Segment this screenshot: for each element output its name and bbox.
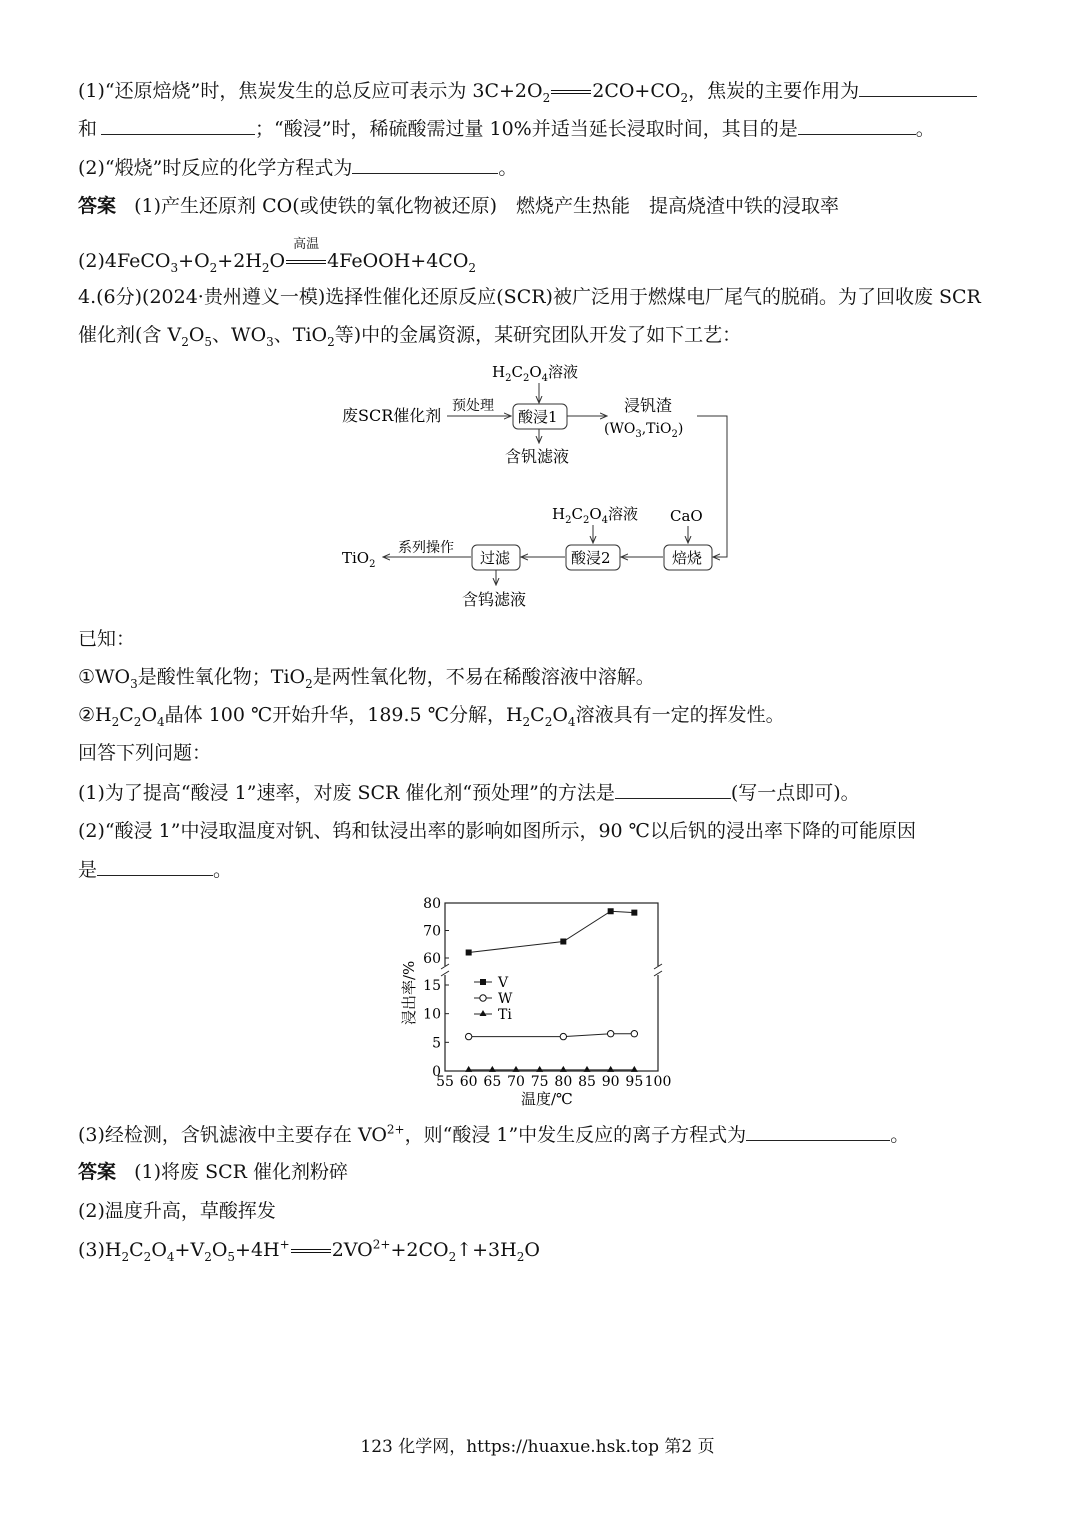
data-point-Ti bbox=[607, 1066, 614, 1072]
h2c2o4-solution-label-1: $H_2C_2O_4$溶液 bbox=[492, 363, 579, 384]
x-tick-label: 70 bbox=[507, 1074, 525, 1090]
roast-label: 焙烧 bbox=[672, 549, 703, 567]
residue-label: 浸钒渣 bbox=[624, 396, 673, 415]
answer-following: 回答下列问题： bbox=[78, 742, 212, 764]
question-2-line1: (2)“酸浸 1”中浸取温度对钒、钨和钛浸出率的影响如图所示，90 ℃以后钒的浸出率下降的可能原因 bbox=[78, 820, 916, 842]
x-tick-label: 75 bbox=[530, 1074, 549, 1090]
answer-blank[interactable] bbox=[859, 78, 977, 97]
residue-composition: $(WO_3,TiO_2)$ bbox=[604, 421, 684, 440]
answer-blank[interactable] bbox=[352, 155, 498, 174]
leaching-rate-chart bbox=[390, 890, 690, 1115]
legend-label-W: W bbox=[498, 991, 513, 1007]
h2c2o4-solution-label-2: $H_2C_2O_4$溶液 bbox=[552, 505, 639, 526]
data-point-V bbox=[608, 908, 614, 914]
v-filtrate-label: 含钒滤液 bbox=[505, 447, 570, 466]
x-tick-label: 100 bbox=[644, 1074, 672, 1090]
data-point-W bbox=[560, 1033, 566, 1039]
data-point-Ti bbox=[489, 1066, 496, 1072]
q3-part2: (2)“煅烧”时反应的化学方程式为 。 bbox=[78, 157, 518, 179]
y-tick-label: 5 bbox=[432, 1035, 441, 1052]
x-tick-label: 55 bbox=[436, 1074, 454, 1090]
data-point-Ti bbox=[560, 1066, 567, 1072]
answer-blank[interactable] bbox=[615, 780, 731, 799]
chart-xlabel: 温度/℃ bbox=[521, 1090, 573, 1108]
y-tick-label: 15 bbox=[423, 978, 441, 994]
legend-marker-Ti bbox=[480, 1010, 487, 1016]
w-filtrate-label: 含钨滤液 bbox=[462, 590, 527, 609]
question-1: (1)为了提高“酸浸 1”速率，对废 SCR 催化剂“预处理”的方法是 (写一点即可)。 bbox=[78, 782, 860, 804]
data-point-V bbox=[631, 910, 637, 916]
data-point-V bbox=[466, 950, 472, 956]
q3-answer1: 答案 (1)产生还原剂 CO(或使铁的氧化物被还原) 燃烧产生热能 提高烧渣中铁的浸取率 bbox=[78, 195, 840, 217]
data-point-W bbox=[631, 1031, 637, 1037]
chart-ylabel: 浸出率/% bbox=[400, 960, 418, 1025]
pretreat-label: 预处理 bbox=[452, 398, 494, 414]
q3-part1-line1: (1)“还原焙烧”时，焦炭发生的总反应可表示为 $3C+2O_2$ $2CO+CO_2$，焦炭的主要作用为 bbox=[78, 78, 977, 103]
data-point-Ti bbox=[513, 1066, 520, 1072]
answer-blank[interactable] bbox=[101, 116, 255, 135]
answer-blank[interactable] bbox=[97, 857, 213, 876]
leach1-label: 酸浸1 bbox=[518, 408, 558, 426]
x-tick-label: 85 bbox=[578, 1074, 596, 1090]
data-point-Ti bbox=[584, 1066, 591, 1072]
process-flow-diagram bbox=[330, 355, 750, 615]
data-point-Ti bbox=[536, 1066, 543, 1072]
known-heading: 已知： bbox=[78, 628, 136, 650]
answer-blank[interactable] bbox=[798, 116, 916, 135]
x-tick-label: 60 bbox=[459, 1074, 478, 1090]
q3-answer2: $(2)4FeCO_3+O_2+2H_2O$ 高温 $4FeOOH+4CO_2$ bbox=[78, 237, 477, 275]
q3-part1-line2: 和 ；“酸浸”时，稀硫酸需过量 10%并适当延长浸取时间，其目的是 。 bbox=[78, 118, 935, 140]
y-tick-label: 0 bbox=[432, 1064, 441, 1080]
question-2-line2: 是 。 bbox=[78, 859, 233, 881]
data-point-W bbox=[607, 1031, 613, 1037]
tio2-product-label: TiO$_2$ bbox=[342, 549, 376, 570]
cao-label: CaO bbox=[670, 507, 703, 525]
q4-stem-line2: 催化剂(含 $V_2O_5$、$WO_3$、TiO$_2$等)中的金属资源，某研究团队开发了如下工艺： bbox=[78, 324, 742, 349]
legend-marker-W bbox=[480, 995, 486, 1001]
legend-label-Ti: Ti bbox=[498, 1007, 512, 1023]
q4-stem-line1: 4.(6分)(2024·贵州遵义一模)选择性催化还原反应(SCR)被广泛用于燃煤电厂尾气的脱硝。为了回收废 SCR bbox=[78, 286, 981, 308]
q4-answer3: $(3)H_2C_2O_4+V_2O_5+4H^+$ $2VO^{2+}+2CO_2↑+3H_2O$ bbox=[78, 1237, 540, 1264]
y-tick-label: 80 bbox=[423, 896, 441, 912]
feed-label: 废SCR催化剂 bbox=[342, 406, 442, 425]
legend-marker-V bbox=[480, 979, 486, 985]
x-tick-label: 90 bbox=[601, 1074, 620, 1090]
chart-frame bbox=[445, 903, 658, 1071]
q4-answer1: 答案 (1)将废 SCR 催化剂粉碎 bbox=[78, 1161, 348, 1183]
page-footer: 123 化学网，https://huaxue.hsk.top 第2 页 bbox=[360, 1437, 715, 1457]
question-3: (3)经检测，含钒滤液中主要存在 $VO^{2+}$，则“酸浸 1”中发生反应的离子方程式为 。 bbox=[78, 1122, 910, 1146]
y-tick-label: 60 bbox=[423, 951, 441, 967]
y-tick-label: 10 bbox=[423, 1006, 441, 1023]
legend-label-V: V bbox=[498, 975, 509, 991]
known-item-2: $②H_2C_2O_4$晶体 100 ℃开始升华，189.5 ℃分解，$H_2C_2O_4$溶液具有一定的挥发性。 bbox=[78, 704, 785, 729]
answer-blank[interactable] bbox=[746, 1122, 890, 1141]
q4-answer2: (2)温度升高，草酸挥发 bbox=[78, 1200, 276, 1222]
y-tick-label: 70 bbox=[423, 923, 441, 940]
data-point-V bbox=[560, 939, 566, 945]
known-item-1: $①WO_3$是酸性氧化物；TiO$_2$是两性氧化物，不易在稀酸溶液中溶解。 bbox=[78, 666, 655, 691]
x-tick-label: 95 bbox=[625, 1074, 644, 1090]
x-tick-label: 80 bbox=[554, 1074, 573, 1090]
data-point-Ti bbox=[465, 1066, 472, 1072]
series-ops-label: 系列操作 bbox=[398, 540, 454, 556]
data-point-W bbox=[465, 1033, 471, 1039]
leach2-label: 酸浸2 bbox=[571, 549, 611, 567]
data-point-Ti bbox=[631, 1066, 638, 1072]
filter-label: 过滤 bbox=[480, 549, 511, 567]
x-tick-label: 65 bbox=[483, 1074, 502, 1090]
series-line-V bbox=[469, 911, 635, 952]
